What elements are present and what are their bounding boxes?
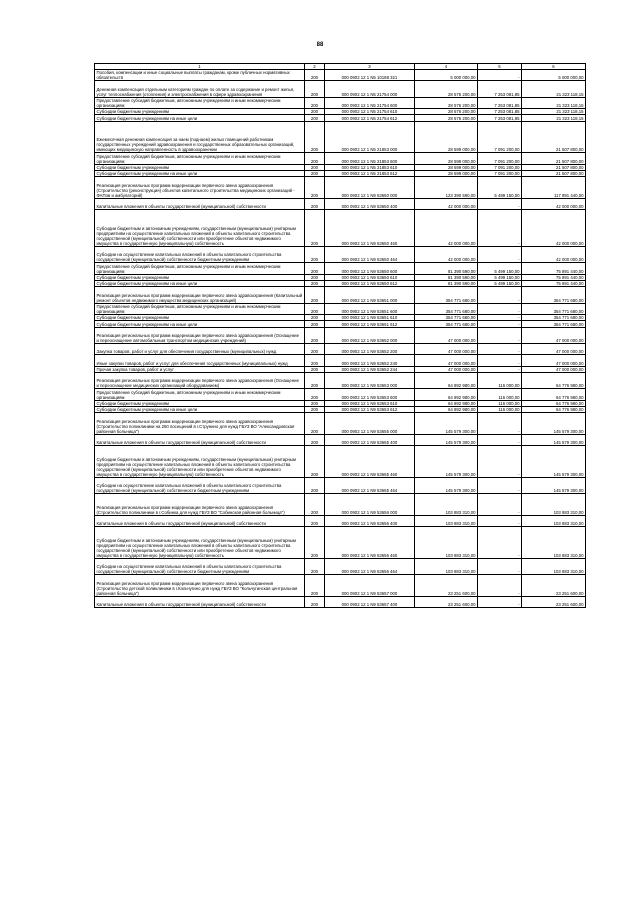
row-budget-code: 000 0902 12 1 N9 53656 460	[325, 527, 415, 559]
row-approved-amount: 103 883 310,00	[415, 515, 478, 526]
row-remaining-amount: 21 507 800,00	[522, 121, 586, 153]
table-row	[95, 527, 586, 559]
row-remaining-amount: 47 000 000,00	[522, 327, 586, 343]
row-description: Денежная компенсация отдельным категориям граждан по оплате за содержание и ремонт жилья, услуг теплоснабжения (отопления) и электроснабжения в сфере здравоохранения	[95, 81, 305, 97]
row-approved-amount: 123 390 590,00	[415, 177, 478, 199]
row-budget-code: 000 0902 12 1 N9 53651 612	[325, 321, 415, 327]
table-row	[95, 246, 586, 262]
row-remaining-amount: 64 776 980,00	[522, 389, 586, 400]
table-row	[95, 97, 586, 108]
table-row	[95, 477, 586, 493]
table-row	[95, 343, 586, 354]
row-admin-code: 200	[305, 413, 325, 435]
row-description: Субсидии на осуществление капитальных вложений в объекты капитального строительства государственной (муниципальной) собственности бюджетным учреждениям	[95, 558, 305, 574]
row-budget-code: 000 0902 12 1 N5 21754 612	[325, 115, 415, 121]
row-remaining-amount: 42 000 000,00	[522, 210, 586, 247]
row-admin-code: 200	[305, 121, 325, 153]
row-admin-code: 200	[305, 355, 325, 366]
row-executed-amount: -	[478, 413, 522, 435]
row-executed-amount: -	[478, 315, 522, 321]
row-description: Реализация региональных программ модернизации первичного звена здравоохранения (Строительство поликлиники в г.Собинка для нужд ГБУЗ ВО "Собинская районная больница")	[95, 494, 305, 516]
table-body	[95, 70, 586, 608]
row-admin-code: 200	[305, 575, 325, 597]
row-description: Реализация региональных программ модернизации первичного звена здравоохранения (Оснащение и переоснащение медицинских организаций оборудованием)	[95, 372, 305, 388]
row-admin-code: 200	[305, 558, 325, 574]
row-remaining-amount: 64 776 980,00	[522, 372, 586, 388]
row-remaining-amount: 354 771 680,00	[522, 287, 586, 303]
row-description: Иные закупки товаров, работ и услуг для обеспечения государственных (муниципальных) нужд	[95, 355, 305, 366]
row-executed-amount: 7 253 081,85	[478, 115, 522, 121]
row-budget-code: 000 0902 12 1 N5 21853 610	[325, 164, 415, 170]
row-approved-amount: 103 883 310,00	[415, 494, 478, 516]
row-remaining-amount: 103 883 310,00	[522, 527, 586, 559]
row-description: Предоставление субсидий бюджетным, автономным учреждениям и иным некоммерческим организациям	[95, 263, 305, 274]
row-approved-amount: 64 892 980,00	[415, 372, 478, 388]
row-budget-code: 000 0902 12 1 N9 53650 464	[325, 246, 415, 262]
row-budget-code: 000 0902 12 1 N5 21853 600	[325, 153, 415, 164]
row-approved-amount: 23 251 600,00	[415, 575, 478, 597]
row-admin-code: 200	[305, 372, 325, 388]
row-executed-amount: 7 253 081,85	[478, 109, 522, 115]
row-admin-code: 200	[305, 389, 325, 400]
column-header: 3	[325, 64, 415, 70]
budget-table	[94, 63, 586, 608]
row-approved-amount: 23 251 600,00	[415, 596, 478, 607]
row-executed-amount: -	[478, 198, 522, 209]
row-admin-code: 200	[305, 343, 325, 354]
row-executed-amount: 116 000,00	[478, 407, 522, 413]
row-description: Реализация региональных программ модернизации первичного звена здравоохранения (Строительство (реконструкция) объектов капитального строительства медицинских организаций - ФАПов и амбулаторий)	[95, 177, 305, 199]
row-budget-code: 000 0902 12 1 N9 53650 400	[325, 198, 415, 209]
row-admin-code: 200	[305, 170, 325, 176]
row-admin-code: 200	[305, 153, 325, 164]
row-executed-amount: 7 253 081,85	[478, 97, 522, 108]
row-approved-amount: 64 892 980,00	[415, 407, 478, 413]
row-description: Субсидии бюджетным учреждениям на иные цели	[95, 407, 305, 413]
row-executed-amount: 5 499 150,00	[478, 280, 522, 286]
row-remaining-amount: 117 891 440,00	[522, 177, 586, 199]
row-approved-amount: 354 771 680,00	[415, 287, 478, 303]
row-remaining-amount: 75 891 440,00	[522, 280, 586, 286]
table-row	[95, 198, 586, 209]
row-admin-code: 200	[305, 446, 325, 478]
row-admin-code: 200	[305, 70, 325, 81]
row-executed-amount: 7 091 200,00	[478, 170, 522, 176]
row-executed-amount: -	[478, 477, 522, 493]
row-description: Ежемесячная денежная компенсация за наем (поднаем) жилых помещений работникам государственных учреждений здравоохранения и государственных образовательных организаций, имеющих медицинскую направленность в здравоохранении	[95, 121, 305, 153]
row-description: Субсидии бюджетным и автономным учреждениям, государственным (муниципальным) унитарным предприятиям на осуществление капитальных вложений в объекты капитального строительства государственной (муниципальной) собственности или приобретение объектов недвижимого имущества в государственную (муниципальную) собственность	[95, 446, 305, 478]
row-description: Субсидии бюджетным учреждениям	[95, 400, 305, 406]
row-approved-amount: 42 000 000,00	[415, 246, 478, 262]
row-remaining-amount: 47 000 000,00	[522, 343, 586, 354]
row-executed-amount: -	[478, 434, 522, 445]
row-description: Реализация региональных программ модернизации первичного звена здравоохранения (Строительство поликлиники на 250 посещений в г.Струнино для нужд ГБУЗ ВО "Александровская районная больница")	[95, 413, 305, 435]
row-admin-code: 200	[305, 287, 325, 303]
row-executed-amount: -	[478, 515, 522, 526]
row-admin-code: 200	[305, 263, 325, 274]
table-row	[95, 121, 586, 153]
row-remaining-amount: 42 000 000,00	[522, 198, 586, 209]
row-remaining-amount: 145 579 300,00	[522, 413, 586, 435]
table-row	[95, 494, 586, 516]
row-budget-code: 000 0902 12 1 N9 53652 244	[325, 366, 415, 372]
table-row	[95, 210, 586, 247]
row-budget-code: 000 0902 12 1 N9 53651 600	[325, 303, 415, 314]
row-admin-code: 200	[305, 81, 325, 97]
row-executed-amount: -	[478, 355, 522, 366]
column-header: 2	[305, 64, 325, 70]
row-budget-code: 000 0902 12 1 N9 53650 600	[325, 263, 415, 274]
row-budget-code: 000 0902 12 1 N9 53652 200	[325, 343, 415, 354]
row-budget-code: 000 0902 12 1 N5 21853 612	[325, 170, 415, 176]
table-row	[95, 515, 586, 526]
row-remaining-amount: 75 891 440,00	[522, 263, 586, 274]
row-approved-amount: 28 576 200,00	[415, 109, 478, 115]
row-admin-code: 200	[305, 274, 325, 280]
row-description: Капитальные вложения в объекты государственной (муниципальной) собственности	[95, 596, 305, 607]
row-remaining-amount: 103 883 310,00	[522, 558, 586, 574]
row-executed-amount: -	[478, 287, 522, 303]
row-executed-amount: 5 499 150,00	[478, 177, 522, 199]
row-remaining-amount: 21 323 118,15	[522, 115, 586, 121]
row-executed-amount: -	[478, 494, 522, 516]
row-executed-amount: 5 499 150,00	[478, 263, 522, 274]
row-description: Субсидии бюджетным учреждениям на иные цели	[95, 280, 305, 286]
column-header: 6	[522, 64, 586, 70]
row-remaining-amount: 354 771 680,00	[522, 315, 586, 321]
row-remaining-amount: 64 776 980,00	[522, 400, 586, 406]
row-remaining-amount: 354 771 680,00	[522, 321, 586, 327]
row-budget-code: 000 0902 12 1 N5 21754 000	[325, 81, 415, 97]
row-description: Реализация региональных программ модернизации первичного звена здравоохранения (Капитальный ремонт объектов недвижимого имущества медицинских организаций)	[95, 287, 305, 303]
row-approved-amount: 28 599 000,00	[415, 153, 478, 164]
row-executed-amount: -	[478, 446, 522, 478]
row-budget-code: 000 0902 12 1 N9 53650 000	[325, 177, 415, 199]
row-remaining-amount: 21 507 800,00	[522, 170, 586, 176]
row-admin-code: 200	[305, 494, 325, 516]
row-admin-code: 200	[305, 303, 325, 314]
row-description: Субсидии бюджетным учреждениям	[95, 109, 305, 115]
row-budget-code: 000 0902 12 1 N5 21754 610	[325, 109, 415, 115]
table-row	[95, 177, 586, 199]
row-description: Субсидии на осуществление капитальных вложений в объекты капитального строительства государственной (муниципальной) собственности бюджетным учреждениям	[95, 477, 305, 493]
row-admin-code: 200	[305, 327, 325, 343]
row-remaining-amount: 21 323 118,15	[522, 97, 586, 108]
row-executed-amount: 116 000,00	[478, 400, 522, 406]
row-admin-code: 200	[305, 407, 325, 413]
row-approved-amount: 103 883 310,00	[415, 558, 478, 574]
row-approved-amount: 354 771 680,00	[415, 321, 478, 327]
row-description: Субсидии бюджетным и автономным учреждениям, государственным (муниципальным) унитарным предприятиям на осуществление капитальных вложений в объекты капитального строительства государственной (муниципальной) собственности или приобретение объектов недвижимого имущества в государственную (муниципальную) собственность	[95, 527, 305, 559]
row-budget-code: 000 0902 12 1 N5 21853 000	[325, 121, 415, 153]
row-admin-code: 200	[305, 400, 325, 406]
row-approved-amount: 47 000 000,00	[415, 355, 478, 366]
row-executed-amount: 5 499 150,00	[478, 274, 522, 280]
row-admin-code: 200	[305, 366, 325, 372]
row-executed-amount: -	[478, 327, 522, 343]
table-row	[95, 575, 586, 597]
row-approved-amount: 28 599 000,00	[415, 164, 478, 170]
row-executed-amount: -	[478, 246, 522, 262]
row-budget-code: 000 0902 12 1 N9 53650 460	[325, 210, 415, 247]
row-executed-amount: -	[478, 321, 522, 327]
row-budget-code: 000 0902 12 1 N9 53651 610	[325, 315, 415, 321]
row-budget-code: 000 0902 12 1 N5 10188 321	[325, 70, 415, 81]
row-budget-code: 000 0902 12 1 N9 53651 000	[325, 287, 415, 303]
row-remaining-amount: 75 891 440,00	[522, 274, 586, 280]
row-admin-code: 200	[305, 596, 325, 607]
row-description: Реализация региональных программ модернизации первичного звена здравоохранения (Строительство детской поликлиники в г.Кольчугино для нужд ГБУЗ ВО "Кольчугинская центральная районная больница")	[95, 575, 305, 597]
row-budget-code: 000 0902 12 1 N9 53650 612	[325, 280, 415, 286]
row-executed-amount: -	[478, 70, 522, 81]
row-remaining-amount: 21 323 118,15	[522, 109, 586, 115]
row-description: Субсидии бюджетным учреждениям на иные цели	[95, 170, 305, 176]
table-row	[95, 355, 586, 366]
row-description: Субсидии бюджетным и автономным учреждениям, государственным (муниципальным) унитарным предприятиям на осуществление капитальных вложений в объекты капитального строительства государственной (муниципальной) собственности или приобретение объектов недвижимого имущества в государственную (муниципальную) собственность	[95, 210, 305, 247]
row-approved-amount: 64 892 980,00	[415, 389, 478, 400]
row-budget-code: 000 0902 12 1 N5 21754 600	[325, 97, 415, 108]
row-description: Предоставление субсидий бюджетным, автономным учреждениям и иным некоммерческим организациям	[95, 153, 305, 164]
table-row	[95, 263, 586, 274]
row-admin-code: 200	[305, 527, 325, 559]
row-admin-code: 200	[305, 115, 325, 121]
row-description: Субсидии бюджетным учреждениям	[95, 274, 305, 280]
row-remaining-amount: 23 251 600,00	[522, 596, 586, 607]
row-executed-amount: -	[478, 596, 522, 607]
row-budget-code: 000 0902 12 1 N9 53653 610	[325, 400, 415, 406]
row-budget-code: 000 0902 12 1 N9 53650 610	[325, 274, 415, 280]
row-description: Закупка товаров, работ и услуг для обеспечения государственных (муниципальных) нужд	[95, 343, 305, 354]
row-budget-code: 000 0902 12 1 N9 53655 000	[325, 413, 415, 435]
row-approved-amount: 28 576 200,00	[415, 81, 478, 97]
row-budget-code: 000 0902 12 1 N9 53655 464	[325, 477, 415, 493]
row-approved-amount: 145 579 300,00	[415, 413, 478, 435]
column-header: 5	[478, 64, 522, 70]
column-header: 1	[95, 64, 305, 70]
row-description: Предоставление субсидий бюджетным, автономным учреждениям и иным некоммерческим организациям	[95, 389, 305, 400]
row-admin-code: 200	[305, 164, 325, 170]
row-description: Субсидии бюджетным учреждениям на иные цели	[95, 321, 305, 327]
row-executed-amount: 116 000,00	[478, 372, 522, 388]
table-row	[95, 303, 586, 314]
row-description: Капитальные вложения в объекты государственной (муниципальной) собственности	[95, 198, 305, 209]
row-admin-code: 200	[305, 321, 325, 327]
row-approved-amount: 47 000 000,00	[415, 327, 478, 343]
row-remaining-amount: 5 000 000,00	[522, 70, 586, 81]
table-row	[95, 413, 586, 435]
row-approved-amount: 47 000 000,00	[415, 343, 478, 354]
row-description: Субсидии бюджетным учреждениям	[95, 164, 305, 170]
row-admin-code: 200	[305, 210, 325, 247]
row-remaining-amount: 103 883 310,00	[522, 515, 586, 526]
row-admin-code: 200	[305, 177, 325, 199]
row-description: Субсидии бюджетным учреждениям	[95, 315, 305, 321]
table-row	[95, 372, 586, 388]
row-remaining-amount: 23 251 600,00	[522, 575, 586, 597]
table-row	[95, 327, 586, 343]
row-admin-code: 200	[305, 477, 325, 493]
row-description: Предоставление субсидий бюджетным, автономным учреждениям и иным некоммерческим организациям	[95, 97, 305, 108]
row-executed-amount: 7 091 200,00	[478, 164, 522, 170]
row-approved-amount: 5 000 000,00	[415, 70, 478, 81]
row-remaining-amount: 21 507 800,00	[522, 153, 586, 164]
row-approved-amount: 145 579 300,00	[415, 434, 478, 445]
row-approved-amount: 28 599 000,00	[415, 170, 478, 176]
row-budget-code: 000 0902 12 1 N9 53657 000	[325, 575, 415, 597]
row-approved-amount: 354 771 680,00	[415, 303, 478, 314]
row-remaining-amount: 354 771 680,00	[522, 303, 586, 314]
row-approved-amount: 81 390 590,00	[415, 263, 478, 274]
row-remaining-amount: 21 507 800,00	[522, 164, 586, 170]
row-approved-amount: 42 000 000,00	[415, 198, 478, 209]
table-row	[95, 434, 586, 445]
row-approved-amount: 81 390 590,00	[415, 280, 478, 286]
row-description: Капитальные вложения в объекты государственной (муниципальной) собственности	[95, 434, 305, 445]
table-row	[95, 446, 586, 478]
row-approved-amount: 64 892 980,00	[415, 400, 478, 406]
row-approved-amount: 28 599 000,00	[415, 121, 478, 153]
row-budget-code: 000 0902 12 1 N9 53656 464	[325, 558, 415, 574]
row-approved-amount: 103 883 310,00	[415, 527, 478, 559]
row-admin-code: 200	[305, 315, 325, 321]
row-remaining-amount: 64 776 980,00	[522, 407, 586, 413]
row-admin-code: 200	[305, 515, 325, 526]
row-remaining-amount: 145 579 300,00	[522, 446, 586, 478]
row-budget-code: 000 0902 12 1 N9 53652 240	[325, 355, 415, 366]
row-remaining-amount: 42 000 000,00	[522, 246, 586, 262]
row-approved-amount: 28 576 200,00	[415, 115, 478, 121]
table-row	[95, 596, 586, 607]
row-remaining-amount: 145 579 300,00	[522, 434, 586, 445]
row-budget-code: 000 0902 12 1 N9 53655 460	[325, 446, 415, 478]
table-row	[95, 81, 586, 97]
row-executed-amount: -	[478, 366, 522, 372]
row-executed-amount: 7 253 081,85	[478, 81, 522, 97]
table-row	[95, 389, 586, 400]
row-budget-code: 000 0902 12 1 N9 53653 612	[325, 407, 415, 413]
row-budget-code: 000 0902 12 1 N9 53653 600	[325, 389, 415, 400]
row-admin-code: 200	[305, 434, 325, 445]
row-admin-code: 200	[305, 198, 325, 209]
table-row	[95, 70, 586, 81]
row-approved-amount: 145 579 300,00	[415, 446, 478, 478]
row-description: Субсидии на осуществление капитальных вложений в объекты капитального строительства государственной (муниципальной) собственности бюджетным учреждениям	[95, 246, 305, 262]
row-approved-amount: 47 000 000,00	[415, 366, 478, 372]
row-executed-amount: -	[478, 303, 522, 314]
row-description: Капитальные вложения в объекты государственной (муниципальной) собственности	[95, 515, 305, 526]
row-approved-amount: 354 771 680,00	[415, 315, 478, 321]
row-description: Предоставление субсидий бюджетным, автономным учреждениям и иным некоммерческим организациям	[95, 303, 305, 314]
row-executed-amount: -	[478, 527, 522, 559]
row-executed-amount: -	[478, 343, 522, 354]
row-description: Пособия, компенсации и иные социальные выплаты гражданам, кроме публичных нормативных обязательств	[95, 70, 305, 81]
row-approved-amount: 145 579 300,00	[415, 477, 478, 493]
row-admin-code: 200	[305, 97, 325, 108]
row-remaining-amount: 103 883 310,00	[522, 494, 586, 516]
row-budget-code: 000 0902 12 1 N9 53657 400	[325, 596, 415, 607]
row-executed-amount: -	[478, 558, 522, 574]
row-admin-code: 200	[305, 246, 325, 262]
table-row	[95, 287, 586, 303]
column-header: 4	[415, 64, 478, 70]
row-executed-amount: 116 000,00	[478, 389, 522, 400]
table-row	[95, 558, 586, 574]
row-executed-amount: -	[478, 210, 522, 247]
table-row	[95, 153, 586, 164]
row-budget-code: 000 0902 12 1 N9 53655 400	[325, 434, 415, 445]
row-budget-code: 000 0902 12 1 N9 53653 000	[325, 372, 415, 388]
row-admin-code: 200	[305, 280, 325, 286]
row-approved-amount: 81 390 590,00	[415, 274, 478, 280]
row-remaining-amount: 145 579 300,00	[522, 477, 586, 493]
row-description: Субсидии бюджетным учреждениям на иные цели	[95, 115, 305, 121]
row-description: Реализация региональных программ модернизации первичного звена здравоохранения (Оснащение и переоснащение автомобильным транспортом медицинских учреждений)	[95, 327, 305, 343]
row-admin-code: 200	[305, 109, 325, 115]
row-budget-code: 000 0902 12 1 N9 53656 400	[325, 515, 415, 526]
row-remaining-amount: 47 000 000,00	[522, 355, 586, 366]
row-executed-amount: 7 091 200,00	[478, 121, 522, 153]
row-approved-amount: 42 000 000,00	[415, 210, 478, 247]
row-budget-code: 000 0902 12 1 N9 53656 000	[325, 494, 415, 516]
row-executed-amount: 7 091 200,00	[478, 153, 522, 164]
row-remaining-amount: 21 323 118,15	[522, 81, 586, 97]
row-executed-amount: -	[478, 575, 522, 597]
row-budget-code: 000 0902 12 1 N9 53652 000	[325, 327, 415, 343]
row-approved-amount: 28 576 200,00	[415, 97, 478, 108]
row-remaining-amount: 47 000 000,00	[522, 366, 586, 372]
row-description: Прочая закупка товаров, работ и услуг	[95, 366, 305, 372]
page-number: 88	[316, 42, 324, 48]
